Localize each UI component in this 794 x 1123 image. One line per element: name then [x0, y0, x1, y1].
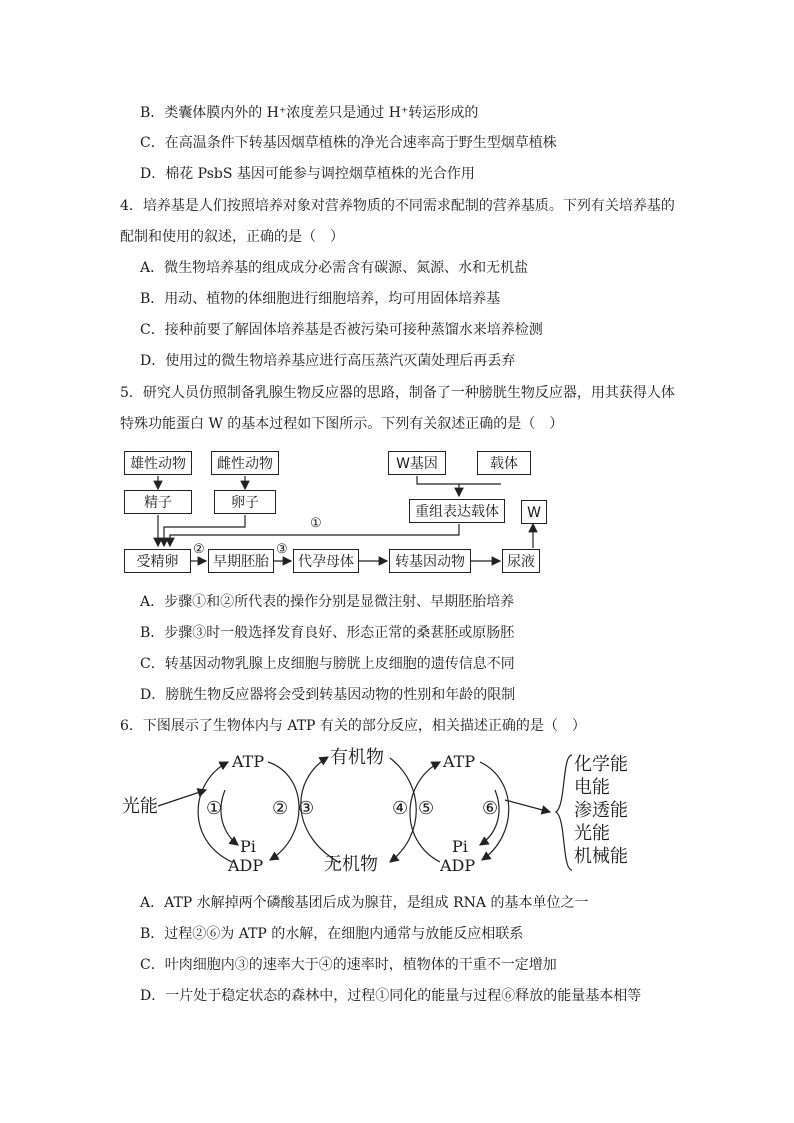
q4-stem-line1: 4．培养基是人们按照培养对象对营养物质的不同需求配制的营养基质。下列有关培养基的 [120, 198, 675, 214]
q5-option-a: A．步骤①和②所代表的操作分别是显微注射、早期胚胎培养 [140, 594, 515, 610]
light-energy-label: 光能 [122, 796, 158, 817]
q5-option-c: C．转基因动物乳腺上皮细胞与膀胱上皮细胞的遗传信息不同 [140, 656, 515, 672]
process-6-label: ⑥ [482, 798, 499, 819]
q4-option-a: A．微生物培养基的组成成分必需含有碳源、氮源、水和无机盐 [140, 260, 529, 276]
box-w-gene: W基因 [388, 451, 446, 475]
pi-right-label: Pi [452, 837, 468, 856]
step-3-label: ③ [276, 542, 288, 557]
q6-option-b: B．过程②⑥为 ATP 的水解，在细胞内通常与放能反应相联系 [140, 926, 524, 942]
box-sperm: 精子 [124, 490, 192, 514]
q5-option-b: B．步骤③时一般选择发育良好、形态正常的桑葚胚或原肠胚 [140, 625, 515, 641]
q3-option-b: B．类囊体膜内外的 H⁺浓度差只是通过 H⁺转运形成的 [140, 105, 479, 121]
q4-option-b: B．用动、植物的体细胞进行细胞培养，均可用固体培养基 [140, 291, 501, 307]
q4-option-d: D．使用过的微生物培养基应进行高压蒸汽灭菌处理后再丢弃 [140, 353, 516, 369]
box-egg: 卵子 [214, 490, 276, 514]
process-5-label: ⑤ [418, 798, 435, 819]
box-surrogate-mother: 代孕母体 [293, 549, 359, 573]
q6-stem: 6．下图展示了生物体内与 ATP 有关的部分反应，相关描述正确的是（ ） [120, 718, 586, 734]
q3-option-d: D．棉花 PsbS 基因可能参与调控烟草植株的光合作用 [140, 166, 475, 182]
q6-option-c: C．叶肉细胞内③的速率大于④的速率时，植物体的干重不一定增加 [140, 957, 557, 973]
box-transgenic-animal: 转基因动物 [389, 549, 471, 573]
energy-mechanical: 机械能 [574, 846, 628, 867]
process-3-label: ③ [298, 798, 315, 819]
box-vector: 载体 [477, 451, 531, 475]
step-1-label: ① [310, 516, 322, 531]
q5-stem-line2: 特殊功能蛋白 W 的基本过程如下图所示。下列有关叙述正确的是（ ） [120, 416, 564, 432]
energy-electrical: 电能 [574, 777, 610, 798]
q6-option-a: A．ATP 水解掉两个磷酸基团后成为腺苷，是组成 RNA 的基本单位之一 [140, 895, 589, 911]
adp-right-label: ADP [440, 856, 476, 875]
box-w-protein: W [521, 500, 547, 524]
pi-left-label: Pi [240, 837, 256, 856]
q5-option-d: D．膀胱生物反应器将会受到转基因动物的性别和年龄的限制 [140, 687, 516, 703]
atp-left-label: ATP [232, 752, 265, 771]
organic-matter-label: 有机物 [330, 747, 384, 768]
inorganic-matter-label: 无机物 [324, 854, 378, 875]
box-female-animal: 雌性动物 [211, 451, 279, 475]
q4-stem-line2: 配制和使用的叙述，正确的是（ ） [120, 229, 344, 245]
energy-light: 光能 [574, 823, 610, 844]
energy-osmotic: 渗透能 [574, 800, 628, 821]
process-2-label: ② [272, 798, 289, 819]
energy-chemical: 化学能 [574, 754, 628, 775]
q5-stem-line1: 5．研究人员仿照制备乳腺生物反应器的思路，制备了一种膀胱生物反应器，用其获得人体 [120, 385, 675, 401]
box-male-animal: 雄性动物 [124, 451, 192, 475]
box-urine: 尿液 [502, 549, 540, 573]
step-2-label: ② [193, 542, 205, 557]
box-early-embryo: 早期胚胎 [208, 549, 274, 573]
q6-option-d: D．一片处于稳定状态的森林中，过程①同化的能量与过程⑥释放的能量基本相等 [140, 988, 642, 1004]
box-fertilized-egg: 受精卵 [124, 549, 191, 573]
q4-option-c: C．接种前要了解固体培养基是否被污染可接种蒸馏水来培养检测 [140, 322, 543, 338]
q3-option-c: C．在高温条件下转基因烟草植株的净光合速率高于野生型烟草植株 [140, 135, 557, 151]
box-recombinant-vector: 重组表达载体 [409, 499, 505, 523]
process-1-label: ① [206, 798, 223, 819]
atp-right-label: ATP [443, 752, 476, 771]
process-4-label: ④ [392, 798, 409, 819]
adp-left-label: ADP [228, 856, 264, 875]
